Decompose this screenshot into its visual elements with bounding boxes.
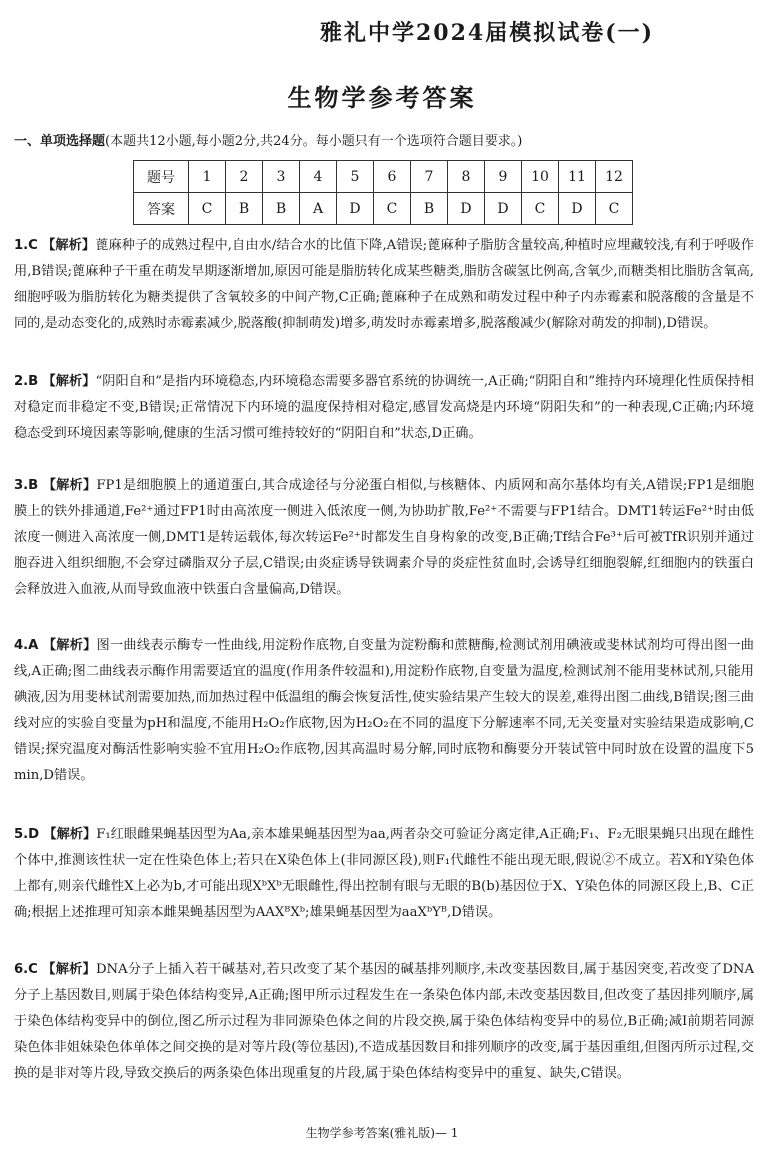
table-cell-number: 5 (337, 161, 374, 193)
table-cell-number: 2 (226, 161, 263, 193)
table-cell-answer: B (411, 193, 448, 225)
question-3-explanation (14, 473, 754, 603)
table-cell-number: 3 (263, 161, 300, 193)
table-cell-number: 1 (189, 161, 226, 193)
question-4-explanation (14, 633, 754, 789)
table-cell-number: 9 (485, 161, 522, 193)
row-label-number: 题号 (134, 161, 189, 193)
answer-table-answer-row (134, 193, 633, 225)
explanation-text: DNA分子上插入若干碱基对,若只改变了某个基因的碱基排列顺序,未改变基因数目,属于基因突变,若改变了DNA分子上基因数目,则属于染色体结构变异,A正确;图甲所示过程发生在一条染色体内部,未改变基因数目,但改变了基因排列顺序,属于染色体结构变异中的倒位,图乙所示过程为非同源染色体之间的片段交换,属于染色体结构变异中的易位,B正确;减Ⅰ前期若同源染色体非姐妹染色体单体之间交换的是对等片段(等位基因),不造成基因数目和排列顺序的改变,属于基因重组,但图丙所示过程,交换的是非对等片段,导致交换后的两条染色体出现重复的片段,属于染色体结构变异中的重复、缺失,C错误。 (14, 962, 754, 1081)
table-cell-answer: D (485, 193, 522, 225)
table-cell-answer: D (337, 193, 374, 225)
school-exam-title: 雅礼中学2024届模拟试卷(一) (320, 20, 655, 46)
document-title: 生物学参考答案 (287, 84, 477, 112)
question-label: 3.B (14, 478, 39, 493)
row-label-answer: 答案 (134, 193, 189, 225)
explanation-text: F₁红眼雌果蝇基因型为Aa,亲本雄果蝇基因型为aa,两者杂交可验证分离定律,A正确;F₁、F₂无眼果蝇只出现在雌性个体中,推测该性状一定在性染色体上;若只在X染色体上(非同源区段),则F₁代雌性不能出现无眼,假说②不成立。若X和Y染色体上都有,则亲代雌性X上必为b,才可能出现XᵇXᵇ无眼雌性,得出控制有眼与无眼的B(b)基因位于X、Y染色体的同源区段上,B、C正确;根据上述推理可知亲本雌果蝇基因型为AAXᴮXᵇ;雄果蝇基因型为aaXᵇYᴮ,D错误。 (14, 827, 754, 920)
question-1-explanation (14, 233, 754, 337)
table-cell-number: 10 (522, 161, 559, 193)
table-cell-answer: D (559, 193, 596, 225)
question-6-explanation (14, 957, 754, 1087)
section-1-label: 一、单项选择题 (14, 134, 106, 149)
explanation-text: “阴阳自和”是指内环境稳态,内环境稳态需要多器官系统的协调统一,A正确;“阴阳自和”维持内环境理化性质保持相对稳定而非稳定不变,B错误;正常情况下内环境的温度保持相对稳定,感冒发高烧是内环境“阴阳失和”的一种表现,C正确;内环境稳态受到环境因素等影响,健康的生活习惯可维持较好的“阴阳自和”状态,D正确。 (14, 374, 754, 441)
question-label: 5.D (14, 827, 40, 842)
table-cell-number: 11 (559, 161, 596, 193)
question-5-explanation (14, 822, 754, 926)
question-label: 4.A (14, 638, 39, 653)
analysis-tag: 【解析】 (42, 962, 96, 977)
section-1-heading (14, 132, 754, 152)
table-cell-number: 8 (448, 161, 485, 193)
analysis-tag: 【解析】 (42, 374, 96, 389)
table-cell-answer: D (448, 193, 485, 225)
explanation-text: FP1是细胞膜上的通道蛋白,其合成途径与分泌蛋白相似,与核糖体、内质网和高尔基体均有关,A错误;FP1是细胞膜上的铁外排通道,Fe²⁺通过FP1时由高浓度一侧进入低浓度一侧,为协助扩散,Fe²⁺不需要与FP1结合。DMT1转运Fe²⁺时由低浓度一侧进入高浓度一侧,DMT1是转运载体,每次转运Fe²⁺时都发生自身构象的改变,B正确;Tf结合Fe³⁺后可被TfR识别并通过胞吞进入组织细胞,不会穿过磷脂双分子层,C错误;由炎症诱导铁调素介导的炎症性贫血时,会诱导红细胞裂解,红细胞内的铁蛋白会释放进入血液,从而导致血液中铁蛋白含量偏高,D错误。 (14, 478, 754, 597)
table-cell-answer: C (596, 193, 633, 225)
table-cell-answer: C (374, 193, 411, 225)
table-cell-number: 7 (411, 161, 448, 193)
question-label: 6.C (14, 962, 38, 977)
section-1-instructions: (本题共12小题,每小题2分,共24分。每小题只有一个选项符合题目要求。) (105, 134, 523, 149)
table-cell-number: 6 (374, 161, 411, 193)
table-cell-answer: C (189, 193, 226, 225)
table-cell-number: 4 (300, 161, 337, 193)
explanation-text: 图一曲线表示酶专一性曲线,用淀粉作底物,自变量为淀粉酶和蔗糖酶,检测试剂用碘液或斐林试剂均可得出图一曲线,A正确;图二曲线表示酶作用需要适宜的温度(作用条件较温和),用淀粉作底物,自变量为温度,检测试剂不能用斐林试剂,只能用碘液,因为用斐林试剂需要加热,而加热过程中低温组的酶会恢复活性,使实验结果产生较大的误差,难得出图二曲线,B错误;图三曲线对应的实验自变量为pH和温度,不能用H₂O₂作底物,因为H₂O₂在不同的温度下分解速率不同,无关变量对实验结果造成影响,C错误;探究温度对酶活性影响实验不宜用H₂O₂作底物,因其高温时易分解,同时底物和酶要分开装试管中同时放在设置的温度下5 min,D错误。 (14, 638, 754, 783)
explanation-text: 蓖麻种子的成熟过程中,自由水/结合水的比值下降,A错误;蓖麻种子脂肪含量较高,种植时应埋藏较浅,有利于呼吸作用,B错误;蓖麻种子干重在萌发早期逐渐增加,原因可能是脂肪转化成某些糖类,脂肪含碳氢比例高,含氧少,而糖类相比脂肪含氧高,细胞呼吸为脂肪转化为糖类提供了含氧较多的中间产物,C正确;蓖麻种子在成熟和萌发过程中种子内赤霉素和脱落酸的含量是不同的,是动态变化的,成熟时赤霉素减少,脱落酸(抑制萌发)增多,萌发时赤霉素增多,脱落酸减少(解除对萌发的抑制),D错误。 (14, 238, 754, 331)
analysis-tag: 【解析】 (42, 238, 96, 253)
answer-table-number-row (134, 161, 633, 193)
table-cell-answer: B (263, 193, 300, 225)
answer-table (133, 160, 633, 225)
question-2-explanation (14, 369, 754, 447)
table-cell-answer: B (226, 193, 263, 225)
table-cell-number: 12 (596, 161, 633, 193)
analysis-tag: 【解析】 (42, 638, 97, 653)
page-footer: 生物学参考答案(雅礼版)— 1 (305, 1126, 459, 1140)
question-label: 2.B (14, 374, 39, 389)
analysis-tag: 【解析】 (43, 827, 97, 842)
table-cell-answer: A (300, 193, 337, 225)
analysis-tag: 【解析】 (42, 478, 97, 493)
question-label: 1.C (14, 238, 38, 253)
table-cell-answer: C (522, 193, 559, 225)
